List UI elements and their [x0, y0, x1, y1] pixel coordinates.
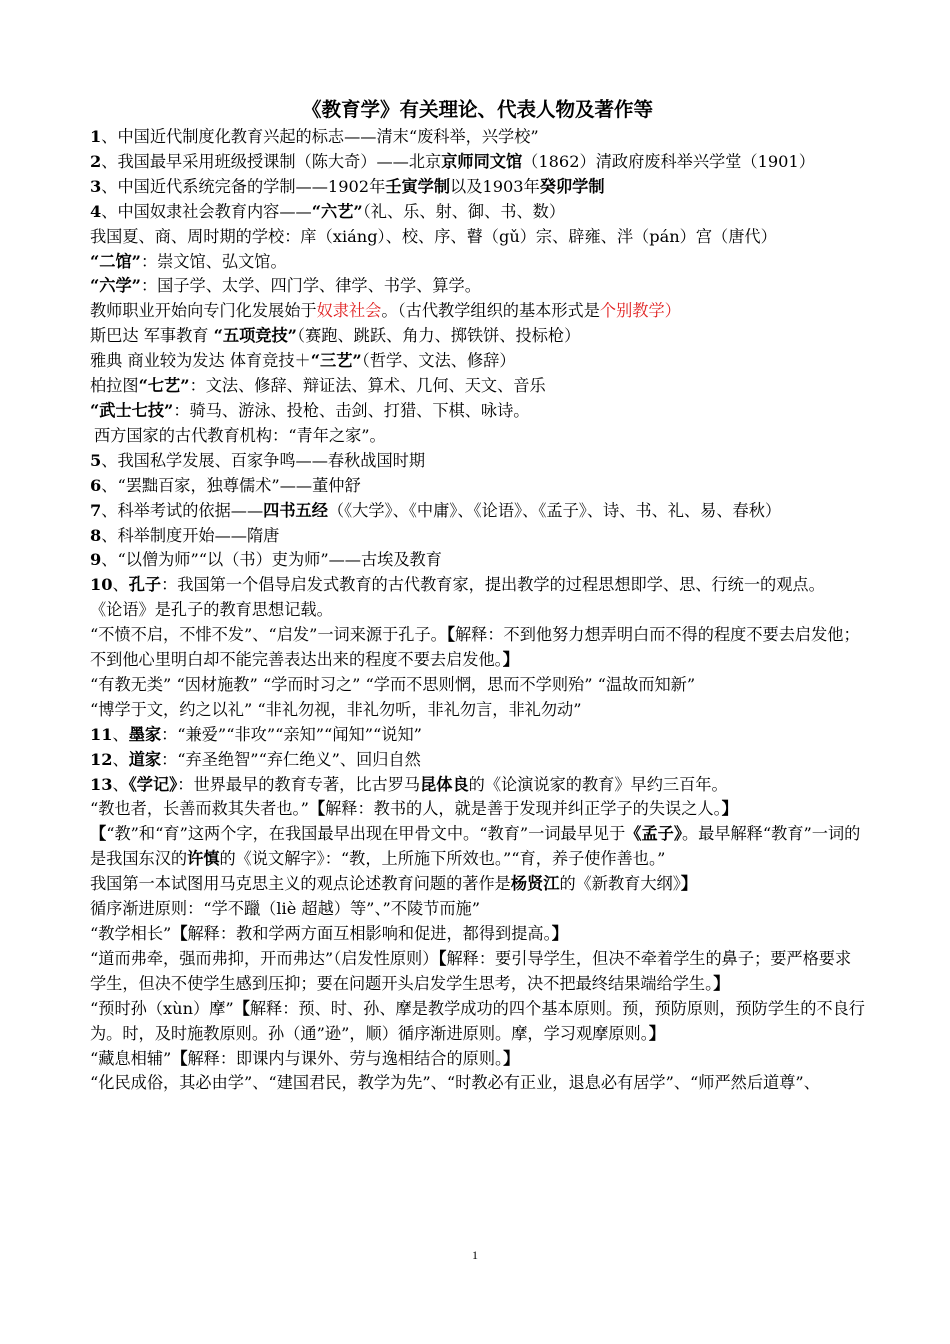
text-segment: ：“兼爱”“非攻”“亲知”“闻知”“说知” [161, 724, 422, 744]
bold-text: 11 [90, 724, 113, 744]
bold-text: 8 [90, 525, 102, 545]
text-line-l31 [90, 922, 865, 947]
text-segment: 、科举制度开始——隋唐 [101, 525, 280, 545]
text-line-l29 [90, 872, 865, 897]
text-segment: 循序渐进原则：“学不躐（liè 超越）等”、”不陵节而施” [90, 899, 481, 919]
text-line-l20 [90, 598, 865, 623]
text-segment: 、中国近代制度化教育兴起的标志——清末“废科举，兴学校” [101, 127, 539, 146]
bold-text: 10 [90, 575, 113, 595]
text-line-l7 [90, 274, 865, 299]
text-segment: 、我国私学发展、百家争鸣——春秋战国时期 [101, 450, 426, 470]
bold-text: 】 [502, 650, 519, 670]
document-body [90, 97, 865, 1096]
text-segment: 。（古代教学组织的基本形式是 [381, 301, 600, 321]
text-line-l30 [90, 897, 865, 922]
text-segment: 的《论演说家的教育》早约三百年。 [468, 774, 728, 794]
bold-text: 壬寅学制 [385, 176, 451, 196]
bold-text: 13 [90, 774, 113, 794]
text-segment: 以及1903年 [450, 176, 540, 196]
text-segment: “预时孙（xùn）摩” [90, 998, 234, 1018]
text-line-l23 [90, 698, 865, 723]
text-line-l25 [90, 748, 865, 773]
bold-text: “六学” [90, 276, 141, 296]
bold-text: 【 [308, 799, 326, 819]
bold-text: 许慎 [187, 849, 220, 869]
text-segment: 教师职业开始向专门化发展始于 [90, 301, 317, 321]
page-number: 1 [472, 1248, 478, 1262]
bold-text: 【 [438, 948, 447, 968]
bold-text: “六艺” [311, 201, 363, 221]
bold-text: “三艺” [310, 351, 362, 371]
text-segment: 解释：教和学两方面互相影响和促进，都得到提高。 [187, 924, 552, 943]
text-segment: “博学于文，约之以礼” “非礼勿视，非礼勿听，非礼勿言，非礼勿动” [90, 699, 582, 719]
highlighted-text: 奴隶社会 [316, 301, 382, 321]
text-line-l1 [90, 125, 865, 150]
bold-text: 道家 [128, 749, 162, 769]
text-segment: ：骑马、游泳、投枪、击剑、打猎、下棋、咏诗。 [173, 400, 530, 420]
text-segment: 、 [112, 724, 129, 744]
bold-text: 】 [721, 799, 738, 819]
bold-text: 1 [90, 127, 102, 146]
text-line-l13 [90, 424, 865, 449]
text-segment: 《论语》是孔子的教育思想记载。 [90, 600, 333, 620]
bold-text: 5 [90, 450, 102, 470]
text-segment: （赛跑、跳跃、角力、掷铁饼、投标枪） [296, 326, 581, 346]
bold-text: 】 [680, 874, 698, 894]
text-segment: 的《说文解字》：“教，上所施下所效也。”“育，养子使作善也。” [219, 849, 666, 869]
text-line-l27 [90, 797, 865, 822]
bold-text: 四书五经 [263, 500, 328, 520]
bold-text: 【 [233, 998, 250, 1018]
bold-text: 癸卯学制 [539, 176, 605, 196]
text-segment: “化民成俗，其必由学”、“建国君民，教学为先”、“时教必有正业，退息必有居学”、“师严然后道尊”、 [90, 1073, 820, 1093]
bold-text: 【 [90, 824, 107, 844]
text-line-l5 [90, 225, 865, 250]
text-segment: 、中国奴隶社会教育内容—— [101, 201, 312, 221]
text-line-l10 [90, 349, 865, 374]
text-line-l12 [90, 399, 865, 424]
text-line-l9 [90, 324, 865, 349]
text-line-l33 [90, 997, 865, 1047]
bold-text: 《孟子》 [625, 824, 682, 844]
text-segment: 我国第一本试图用马克思主义的观点论述教育问题的著作是 [90, 874, 511, 894]
text-segment: 解释：教书的人，就是善于发现并纠正学子的失误之人。 [325, 799, 722, 819]
text-segment: 、“罢黜百家，独尊儒术”——董仲舒 [101, 475, 361, 495]
content-lines [90, 125, 865, 1096]
text-segment: 解释：即课内与课外、劳与逸相结合的原则。 [187, 1048, 504, 1068]
text-segment: 斯巴达 军事教育 [90, 326, 214, 346]
text-segment: （《大学》、《中庸》、《论语》、《孟子》、诗、书、礼、易、春秋） [327, 500, 782, 520]
bold-text: 9 [90, 550, 102, 570]
bold-text: 【 [171, 924, 188, 943]
text-line-l35 [90, 1071, 865, 1096]
bold-text: “二馆” [90, 251, 141, 271]
text-segment: 、 [112, 774, 129, 794]
text-segment: “教学相长” [90, 924, 172, 943]
text-segment: ：文法、修辞、辩证法、算术、几何、天文、音乐 [189, 376, 546, 396]
bold-text: 《学记》 [128, 774, 178, 794]
bold-text: 杨贤江 [510, 874, 560, 894]
bold-text: “武士七技” [90, 400, 174, 420]
text-segment: 、 [112, 749, 129, 769]
bold-text: 4 [90, 201, 102, 221]
bold-text: 12 [90, 749, 113, 769]
text-segment: 的《新教育大纲》 [559, 874, 681, 894]
text-line-l19 [90, 573, 865, 598]
text-line-l21 [90, 623, 865, 673]
text-segment: ：崇文馆、弘文馆。 [141, 251, 287, 271]
bold-text: 孔子 [128, 575, 162, 595]
text-segment: 、科举考试的依据—— [101, 500, 264, 520]
bold-text: “七艺” [138, 376, 190, 396]
text-line-l8 [90, 299, 865, 324]
bold-text: 【 [446, 625, 455, 645]
text-line-l32 [90, 947, 865, 997]
text-segment: “有教无类” “因材施教” “学而时习之” “学而不思则惘，思而不学则殆” “温故而知新” [90, 674, 696, 694]
document-title: 《教育学》有关理论、代表人物及著作等 [301, 98, 653, 121]
text-line-l11 [90, 374, 865, 399]
text-line-l26 [90, 773, 865, 798]
bold-text: 昆体良 [420, 774, 469, 794]
text-segment: （1862）清政府废科举兴学堂（1901） [522, 151, 815, 171]
text-segment: ：我国第一个倡导启发式教育的古代教育家，提出教学的过程思想即学、思、行统一的观点。 [161, 575, 825, 595]
text-segment: 、中国近代系统完备的学制——1902年 [101, 176, 386, 196]
text-line-l14 [90, 449, 865, 474]
text-segment: “不愤不启，不悱不发”、“启发”一词来源于孔子。 [90, 625, 447, 645]
text-line-l17 [90, 524, 865, 549]
text-line-l6 [90, 250, 865, 275]
text-segment: “道而弗牵，强而弗抑，开而弗达”（启发性原则） [90, 948, 439, 968]
bold-text: “五项竞技” [213, 326, 297, 346]
text-segment: 雅典 商业较为发达 体育竞技＋ [90, 351, 311, 371]
text-line-l18 [90, 548, 865, 573]
text-line-l15 [90, 474, 865, 499]
text-segment: 西方国家的古代教育机构：“青年之家”。 [94, 425, 386, 445]
text-segment: 、 [112, 575, 129, 595]
text-segment: “教也者，长善而救其失者也。” [90, 799, 309, 819]
text-line-l34 [90, 1047, 865, 1072]
text-segment: “藏息相辅” [90, 1048, 172, 1068]
text-segment: 解释：预、时、孙、摩是教学成功的四个基本原则。预，预防原则，预防学生的不良行为。时，及时施教原则。孙（通”逊”，顺）循序渐进原则。摩，学习观摩原则。 [90, 998, 865, 1043]
text-segment: 、“以僧为师”“以（书）吏为师”——古埃及教育 [101, 550, 442, 570]
text-segment: ：国子学、太学、四门学、律学、书学、算学。 [141, 276, 481, 296]
text-segment: 我国夏、商、周时期的学校：庠（xiáng）、校、序、瞽（gǔ）宗、辟雍、泮（pán）宫（唐代） [90, 226, 777, 246]
text-line-l3 [90, 175, 865, 200]
bold-text: 】 [713, 973, 730, 993]
highlighted-text: 个别教学） [599, 301, 681, 321]
text-line-l22 [90, 673, 865, 698]
text-segment: 解释：要引导学生，但决不牵着学生的鼻子；要严格要求学生，但决不使学生感到压抑；要在问题开头启发学生思考，决不把最终结果端给学生。 [90, 948, 852, 993]
text-line-l28 [90, 822, 865, 872]
text-line-l2 [90, 150, 865, 175]
bold-text: 3 [90, 176, 102, 196]
text-segment: ：“弃圣绝智”“弃仁绝义”、回归自然 [161, 749, 421, 769]
text-segment: 。最早解释“教育”一词的是我国东汉的 [90, 824, 861, 869]
text-segment: 、我国最早采用班级授课制（陈大奇）——北京 [101, 151, 442, 171]
text-segment: ：世界最早的教育专著，比古罗马 [177, 774, 421, 794]
bold-text: 2 [90, 151, 102, 171]
text-segment: “教”和“育”这两个字，在我国最早出现在甲骨文中。“教育”一词最早见于 [106, 824, 626, 844]
bold-text: 京师同文馆 [441, 151, 523, 171]
bold-text: 墨家 [128, 724, 162, 744]
text-segment: 解释：不到他努力想弄明白而不得的程度不要去启发他；不到他心里明白却不能完善表达出来的程度不要去启发他。 [90, 625, 860, 670]
bold-text: 】 [503, 1048, 520, 1068]
bold-text: 7 [90, 500, 102, 520]
bold-text: 6 [90, 475, 102, 495]
bold-text: 】 [648, 1023, 666, 1043]
text-line-l16 [90, 499, 865, 524]
text-segment: （哲学、文法、修辞） [361, 351, 516, 371]
text-line-l4 [90, 200, 865, 225]
bold-text: 】 [551, 924, 568, 943]
bold-text: 【 [171, 1048, 188, 1068]
text-segment: 柏拉图 [90, 376, 139, 396]
text-segment: （礼、乐、射、御、书、数） [362, 201, 566, 221]
text-line-l24 [90, 723, 865, 748]
